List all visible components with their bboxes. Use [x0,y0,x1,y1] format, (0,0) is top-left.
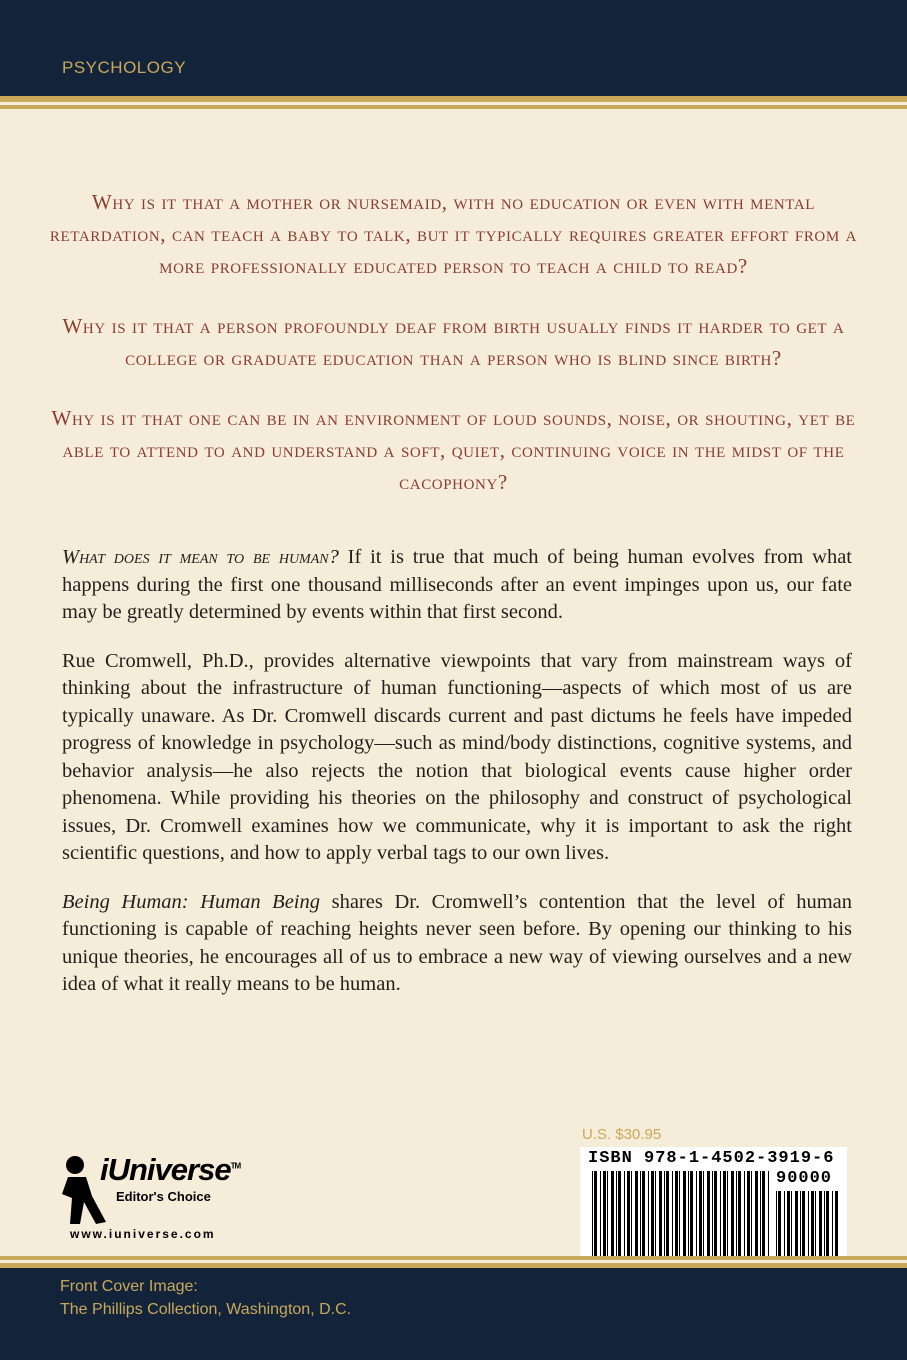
category-label: PSYCHOLOGY [62,58,187,77]
question-1: Why is it that a mother or nursemaid, with no education or even with mental retardation, can teach a baby to talk, but it typically requires greater effort from a more professionally educated person to teach a child to read? [49,190,858,278]
cover-credit [60,1275,351,1321]
paragraph-3-text: shares Dr. Cromwell’s contention that the level of human functioning is capable of reaching heights never seen before. By opening our thinking to his unique theories, he encourages all of us to embrace a new way of viewing ourselves and a new idea of what it really means to be human. [62,890,852,995]
credit-line-1: Front Cover Image: [60,1278,198,1295]
isbn-label: ISBN 978-1-4502-3919-6 [588,1149,835,1168]
description-paragraph-3 [62,889,852,999]
publisher-url: www.iuniverse.com [70,1227,216,1241]
description-paragraph-2: Rue Cromwell, Ph.D., provides alternative viewpoints that vary from mainstream ways of thinking about the infrastructure of human functioning—aspects of which most of us are typically unaware. As Dr. Cromwell discards current and past dictums he feels have impeded progress of knowledge in psychology—such as mind/body distinctions, cognitive systems, and behavior analysis—he also rejects the notion that biological events cause higher order phenomena. While providing his theories on the philosophy and construct of psychological issues, Dr. Cromwell examines how we communicate, why it is important to ask the right scientific questions, and how to apply verbal tags to our own lives. [62,649,852,864]
publisher-logo [62,1150,302,1245]
book-description [62,544,852,1020]
top-band [0,0,907,96]
lead-question: What does it mean to be human? [62,546,339,568]
question-3: Why is it that one can be in an environment of loud sounds, noise, or shouting, yet be able to attend to and understand a soft, quiet, continuing voice in the midst of the cacophony? [51,406,856,494]
teaser-questions [40,186,867,526]
top-gold-rule-thin [0,105,907,109]
book-title: Being Human: Human Being [62,890,320,913]
question-2: Why is it that a person profoundly deaf from birth usually finds it harder to get a college or graduate education than a person who is blind since birth? [62,314,845,370]
description-paragraph-1 [62,544,852,627]
publisher-brand: iUniverse™ [100,1152,241,1187]
paragraph-1-text: If it is true that much of being human evolves from what happens during the first one thousand milliseconds after an event impinges upon us, our fate may be greatly determined by events within that first second. [62,546,853,623]
credit-line-2: The Phillips Collection, Washington, D.C. [60,1301,352,1318]
price-supplement-number: 90000 [776,1169,833,1188]
publisher-edition: Editor's Choice [116,1189,211,1204]
price-label: U.S. $30.95 [582,1126,662,1143]
